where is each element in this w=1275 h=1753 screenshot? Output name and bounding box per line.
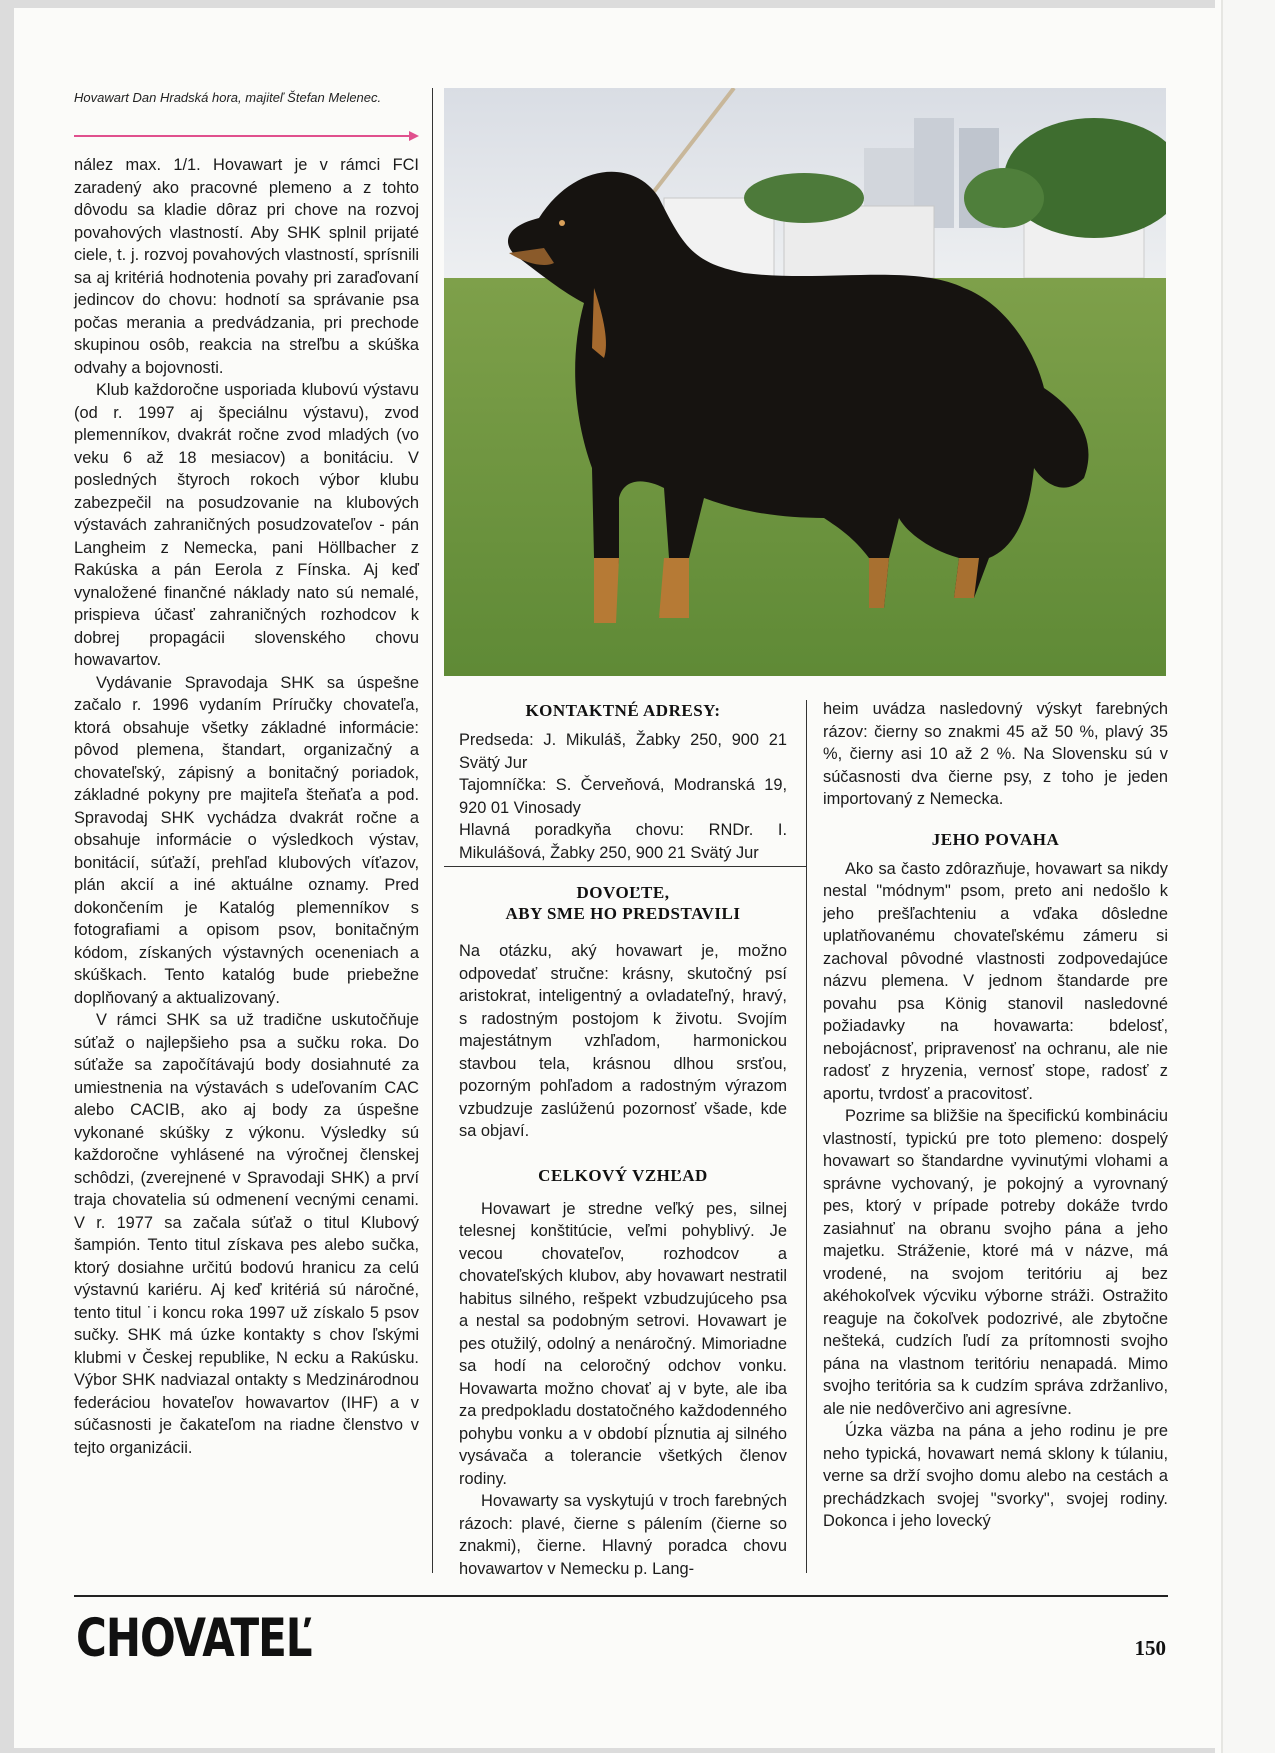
paragraph: Hovawarty sa vyskytujú v troch farebných rázoch: plavé, čierne s pálením (čierne so znakmi), čierne. Hlavný poradca chovu hovawartov v Nemecku p. Lang- (459, 1492, 787, 1578)
paragraph: Pozrime sa bližšie na špecifickú kombináciu vlastností, typickú pre toto plemeno: dospelý hovawart so štandardne vyvinutými vlohami a správne vychovaný, je pokojný a vyrovnaný pes, ktorý v prípade potreby dokáže tvrdo zasiahnuť na obranu svojho pána a jeho majetku. Stráženie, ktoré má v názve, má vrodené, na svojom teritóriu aj bez akéhokoľvek výcviku výborne stráži. Ostražito reaguje na čokoľvek podozrivé, ale zbytočne nešteká, cudzích ľudí za prítomnosti svojho pána na vlastnom teritóriu nenapadá. Mimo svojho teritória sa k cudzím správa zdržanlivo, ale nie nedôverčivo ani agresívne. (823, 1107, 1168, 1418)
page-edge (1215, 0, 1275, 1753)
paragraph: V rámci SHK sa už tradične uskutočňuje súťaž o najlepšieho psa a sučku roka. Do súťaže sa započítávajú body dosiahnuté za umiestnenia na výstavách s udeľovaním CAC alebo CACIB, ako aj body za úspešne vykonané skúšky z výkonu. Výsledky sú každoročne vyhlásené na výročnej členskej schôdzi, (zverejnené v Spravodaji SHK) a prví traja chovatelia sú odmenení vecnými cenami. V r. 1977 sa začala súťaž o titul Klubový šampión. Tento titul získava pes alebo sučka, ktorý dosiahne určitú bodovú hranicu za celú výstavnú kariéru. Aj keď kritériá sú náročné, tento titul ˙i koncu roka 1997 už získalo 5 psov sučky. SHK má úzke kontakty s chov ľskými klubmi v Českej republike, N ecku a Rakúsku. Výbor SHK nadviazal ontakty s Medzinárodnou federáciou hovateľov howavartov (IHF) a v súčasnosti je čakateľom na riadne členstvo v tejto organizácii. (74, 1011, 419, 1457)
column-divider (806, 700, 807, 1573)
section-divider (444, 866, 806, 867)
column-right (823, 698, 1168, 1533)
look-heading: CELKOVÝ VZHĽAD (538, 1165, 708, 1185)
contact-line: Tajomníčka: S. Červeňová, Modranská 19, 920 01 Vinosady (459, 776, 787, 817)
column-left (74, 154, 419, 1459)
paragraph: Vydávanie Spravodaja SHK sa úspešne začalo r. 1996 vydaním Príručky chovateľa, ktorá obsahuje všetky základné informácie: pôvod plemena, štandart, organizačný a chovateľský, zápisný a bonitačný poriadok, základné pokyny pre majiteľa šteňaťa a pod. Spravodaj SHK vychádza dvakrát ročne a obsahuje informácie o výsledkoch výstav, bonitácií, súťaží, prehľad klubových víťazov, plán akcií a iné aktuálne oznamy. Pred dokončením je Katalóg plemenníkov s fotografiami a opisom psov, bonitačným kódom, získaných výstavných oceneniach a skúškach. Tento katalóg bude priebežne doplňovaný a aktualizovaný. (74, 673, 419, 1007)
paragraph: Na otázku, aký hovawart je, možno odpovedať stručne: krásny, skutočný psí aristokrat, inteligentný a ovladateľný, hravý, s radostným postojom k životu. Svojím majestátnym vzhľadom, harmonickou stavbou tela, krásnou dlhou srsťou, pozorným pohľadom a radostným výrazom vzbudzuje zaslúženú pozornosť všade, kde sa objaví. (459, 942, 787, 1140)
paragraph: Hovawart je stredne veľký pes, silnej telesnej konštitúcie, veľmi pohyblivý. Je vecou chovateľov, rozhodcov a chovateľských klubov, aby hovawart nestratil habitus silného, rešpekt vzbudzujúceho psa a nestal sa podobným setrovi. Hovawart je pes otužilý, odolný a nenáročný. Mimoriadne sa hodí na celoročný odchov vonku. Hovawarta možno chovať aj v byte, ale iba za predpokladu dostatočného každodenného pohybu vonku a v období pĺznutia aj silného vysávača a tolerancie všetkých členov rodiny. (459, 1199, 787, 1488)
intro-heading-line: DOVOĽTE, (576, 883, 670, 902)
footer-rule (74, 1595, 1168, 1597)
paragraph: nález max. 1/1. Hovawart je v rámci FCI zaradený ako pracovné plemeno a z tohto dôvodu sa kladie dôraz pri chove na rozvoj povahových vlastností. Aby SHK splnil prijaté ciele, t. j. rozvoj povahových vlastností, sprísnili sa aj kritériá hodnotenia povahy pri zaraďovaní jedincov do chovu: hodnotí sa správanie psa počas merania a predvádzania, pri prechode skupinou osôb, reakcia na streľbu a skúška odvahy a bojovnosti. (74, 156, 419, 377)
paragraph: Ako sa často zdôrazňuje, hovawart sa nikdy nestal "módnym" psom, preto ani nedošlo k jeho prešľachteniu a vďaka dôsledne uplatňovanému chovateľskému zámeru si zachoval pôvodné vlastnosti zodpovedajúce názvu plemena. V jednom štandarde pre povahu psa König stanovil nasledovné požiadavky na hovawarta: bdelosť, nebojácnosť, pripravenosť na ochranu, ale nie radosť z hryzenia, vernosť stope, radosť z aportu, tvrdosť a pracovitosť. (823, 859, 1168, 1103)
nature-heading: JEHO POVAHA (931, 829, 1060, 849)
photo-caption: Hovawart Dan Hradská hora, majiteľ Štefan Melenec. (74, 90, 382, 105)
contacts-list (459, 729, 787, 864)
contacts-heading: KONTAKTNÉ ADRESY: (525, 701, 721, 720)
paragraph: Klub každoročne usporiada klubovú výstavu (od r. 1997 aj špeciálnu výstavu), zvod plemenníkov, dvakrát ročne zvod mladých (vo veku 6 až 18 mesiacov) a bonitáciu. V posledných štyroch rokoch výbor klubu zabezpečil na posudzovanie na klubových výstavách zahraničných posudzovateľov - pán Langheim z Nemecka, pani Höllbacher z Rakúska a pán Eerola z Fínska. Aj keď vynaložené finančné náklady nato sú nemalé, prispieva účasť zahraničných rozhodcov k dobrej propagácii slovenského chovu howavartov. (74, 381, 419, 669)
contact-line: Hlavná poradkyňa chovu: RNDr. I. Mikulášová, Žabky 250, 900 21 Svätý Jur (459, 821, 787, 862)
intro-heading (459, 882, 787, 924)
dog-photo (444, 88, 1166, 676)
caption-arrow (74, 131, 419, 141)
paragraph: heim uvádza nasledovný výskyt farebných rázov: čierny so znakmi 45 až 50 %, plavý 35 %, čierny asi 10 až 2 %. Na Slovensku sú v súčasnosti dva čierne psy, z toho je jeden importovaný z Nemecka. (823, 700, 1168, 808)
intro-heading-line: ABY SME HO PREDSTAVILI (505, 904, 741, 923)
hovawart-dog-image (444, 88, 1166, 676)
column-divider (432, 88, 433, 1573)
paragraph: Úzka väzba na pána a jeho rodinu je pre neho typická, hovawart nemá sklony k túlaniu, verne sa drží svojho domu alebo na cestách a prechádzkach svojej "svorky", svojej rodiny. Dokonca i jeho lovecký (823, 1422, 1168, 1530)
contact-line: Predseda: J. Mikuláš, Žabky 250, 900 21 Svätý Jur (459, 731, 787, 772)
magazine-logo: CHOVATEĽ (76, 1607, 312, 1669)
page-number: 150 (1134, 1636, 1166, 1660)
column-middle (459, 698, 787, 1580)
